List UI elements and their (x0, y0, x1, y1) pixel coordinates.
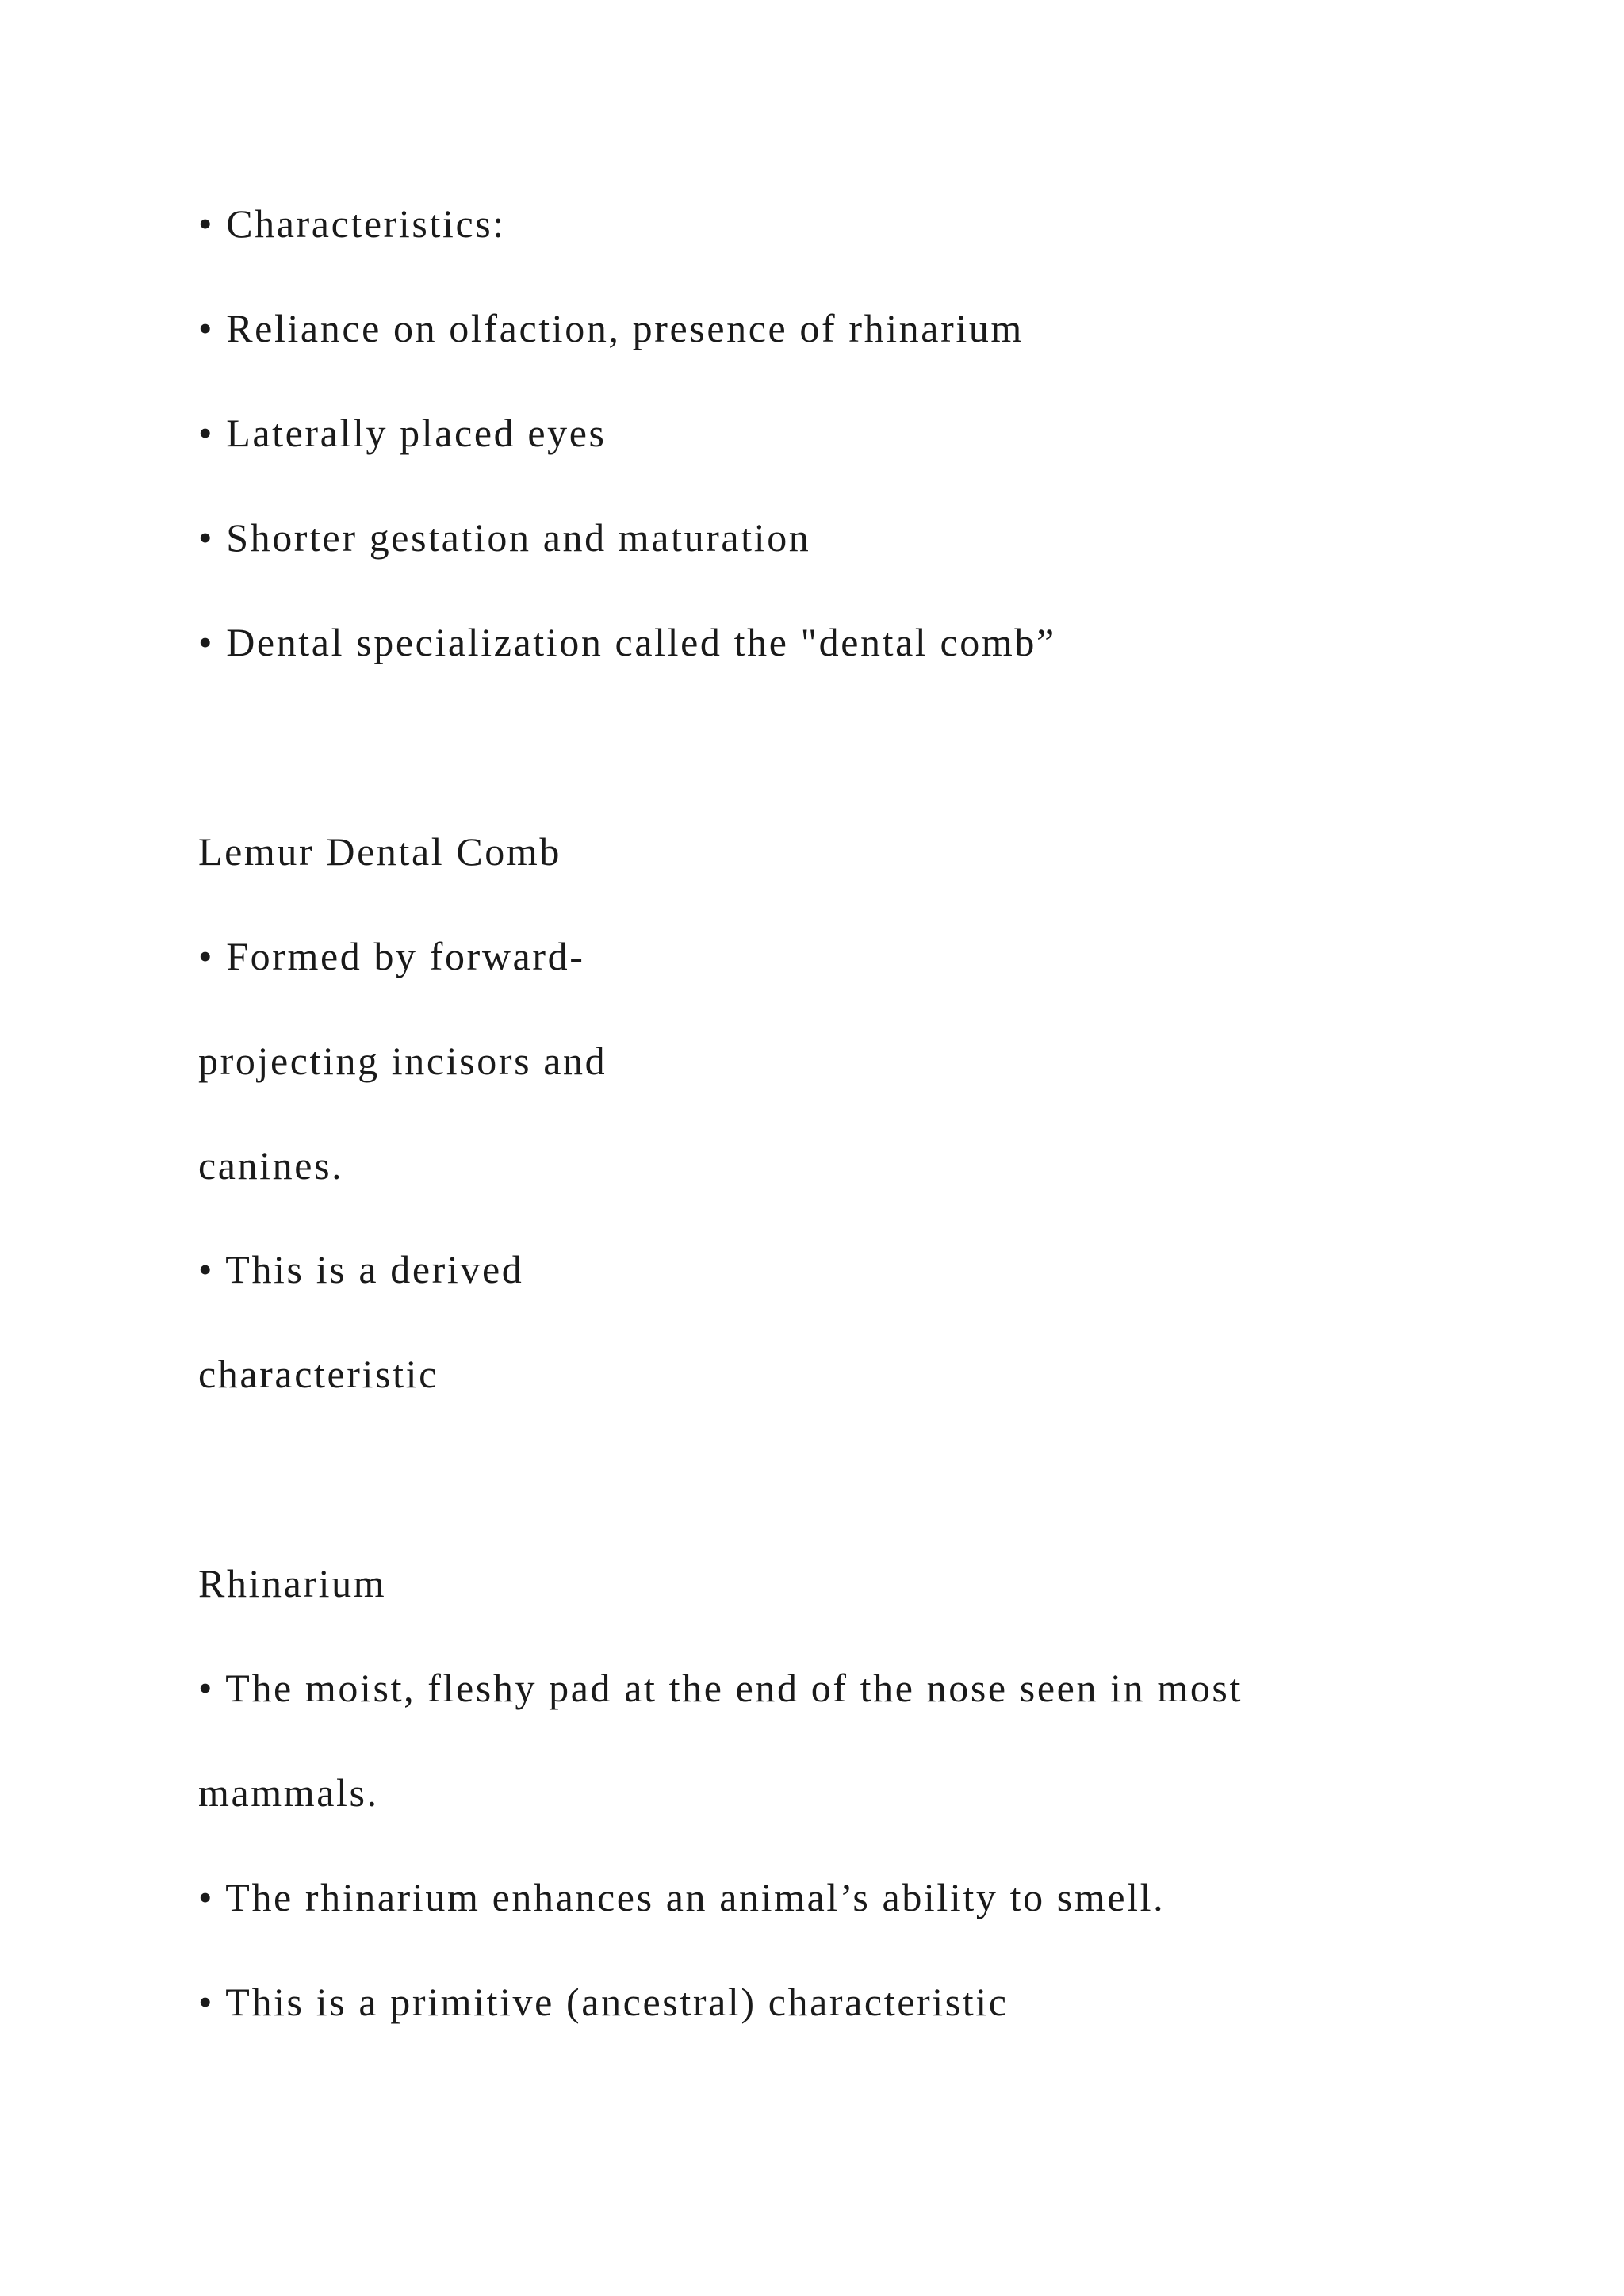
section-title-rhinarium: Rhinarium (198, 1561, 387, 1605)
rhinarium-bullet-3: • This is a primitive (ancestral) characteristic (198, 1980, 1009, 2024)
dental-comb-bullet-2-line-1: • This is a derived (198, 1247, 524, 1292)
dental-comb-bullet-2-line-2: characteristic (198, 1352, 439, 1396)
dental-comb-bullet-1-line-2: projecting incisors and (198, 1039, 607, 1083)
dental-comb-bullet-1-line-1: • Formed by forward- (198, 934, 585, 978)
bullet-gestation: • Shorter gestation and maturation (198, 515, 811, 560)
rhinarium-bullet-1-line-2: mammals. (198, 1770, 379, 1815)
dental-comb-bullet-1-line-3: canines. (198, 1143, 344, 1188)
characteristics-heading: • Characteristics: (198, 201, 506, 246)
bullet-olfaction: • Reliance on olfaction, presence of rhinarium (198, 306, 1024, 350)
rhinarium-bullet-1-line-1: • The moist, fleshy pad at the end of the nose seen in most (198, 1666, 1243, 1710)
rhinarium-bullet-2: • The rhinarium enhances an animal’s ability to smell. (198, 1875, 1166, 1919)
section-title-dental-comb: Lemur Dental Comb (198, 829, 561, 874)
bullet-dental-comb: • Dental specialization called the "dental comb” (198, 620, 1056, 664)
bullet-eyes: • Laterally placed eyes (198, 411, 607, 455)
